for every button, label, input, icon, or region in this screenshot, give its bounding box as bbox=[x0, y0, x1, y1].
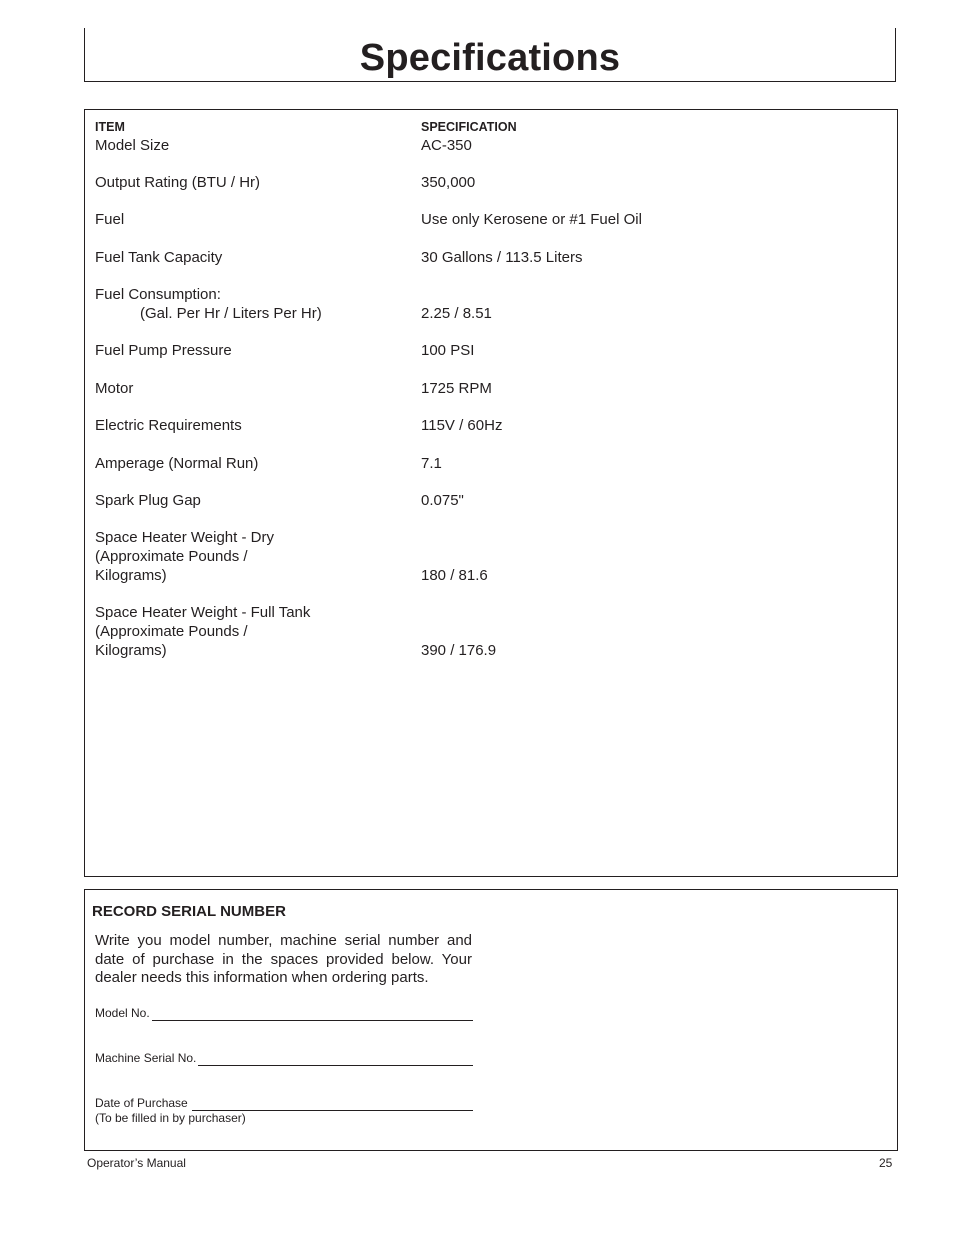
spec-row bbox=[85, 454, 897, 473]
spec-item-subline: (Gal. Per Hr / Liters Per Hr) bbox=[140, 305, 322, 322]
spec-item: Space Heater Weight - Dry bbox=[95, 529, 274, 546]
date-note: (To be filled in by purchaser) bbox=[95, 1111, 246, 1125]
page-title: Specifications bbox=[359, 37, 621, 79]
spec-row bbox=[85, 341, 897, 360]
title-box bbox=[84, 28, 896, 82]
date-of-purchase-blank[interactable] bbox=[192, 1099, 473, 1111]
spec-item: Amperage (Normal Run) bbox=[95, 455, 259, 472]
spec-value: 0.075" bbox=[421, 492, 464, 509]
spec-row bbox=[85, 416, 897, 435]
serial-number-blank[interactable] bbox=[198, 1054, 473, 1066]
item-column-header: ITEM bbox=[95, 120, 125, 134]
spec-item: Fuel bbox=[95, 211, 125, 228]
spec-value: 1725 RPM bbox=[421, 380, 492, 397]
serial-instructions: Write you model number, machine serial number and date of purchase in the spaces provided below. Your dealer needs this information when ordering parts. bbox=[95, 932, 472, 986]
footer-page-number: 25 bbox=[879, 1156, 893, 1170]
spec-item: Fuel Pump Pressure bbox=[95, 342, 232, 359]
spec-item: Space Heater Weight - Full Tank bbox=[95, 604, 311, 621]
model-number-blank[interactable] bbox=[152, 1009, 473, 1021]
date-of-purchase-field[interactable] bbox=[95, 1096, 473, 1111]
spec-item: Fuel Tank Capacity bbox=[95, 249, 223, 266]
spec-row bbox=[85, 248, 897, 267]
spec-value: Use only Kerosene or #1 Fuel Oil bbox=[421, 211, 642, 228]
spec-row bbox=[85, 379, 897, 398]
serial-section-title: RECORD SERIAL NUMBER bbox=[92, 903, 286, 920]
spec-row bbox=[85, 603, 897, 660]
spec-item-subline: (Approximate Pounds / bbox=[95, 623, 248, 640]
serial-number-label: Machine Serial No. bbox=[95, 1051, 197, 1065]
spec-item-subline: Kilograms) bbox=[95, 567, 167, 584]
specification-column-header: SPECIFICATION bbox=[421, 120, 517, 134]
spec-item-subline: Kilograms) bbox=[95, 642, 167, 659]
footer-manual-title: Operator’s Manual bbox=[87, 1156, 186, 1170]
spec-value: 390 / 176.9 bbox=[421, 642, 497, 659]
spec-item: Output Rating (BTU / Hr) bbox=[95, 174, 261, 191]
spec-item: Motor bbox=[95, 380, 134, 397]
spec-item: Model Size bbox=[95, 137, 170, 154]
spec-value: 350,000 bbox=[421, 174, 476, 191]
spec-row bbox=[85, 528, 897, 585]
spec-value: 180 / 81.6 bbox=[421, 567, 488, 584]
spec-value: 2.25 / 8.51 bbox=[421, 305, 492, 322]
date-of-purchase-label: Date of Purchase bbox=[95, 1096, 188, 1110]
spec-row bbox=[85, 173, 897, 192]
spec-item-subline: (Approximate Pounds / bbox=[95, 548, 248, 565]
spec-value: 100 PSI bbox=[421, 342, 475, 359]
spec-value: 115V / 60Hz bbox=[421, 417, 503, 434]
spec-row bbox=[85, 210, 897, 229]
spec-row bbox=[85, 136, 897, 155]
model-number-field[interactable] bbox=[95, 1006, 473, 1021]
serial-number-field[interactable] bbox=[95, 1051, 473, 1066]
spec-value: AC-350 bbox=[421, 137, 472, 154]
spec-row bbox=[85, 491, 897, 510]
spec-item: Electric Requirements bbox=[95, 417, 242, 434]
spec-value: 30 Gallons / 113.5 Liters bbox=[421, 249, 583, 266]
spec-item: Fuel Consumption: bbox=[95, 286, 221, 303]
spec-value: 7.1 bbox=[421, 455, 442, 472]
spec-row bbox=[85, 285, 897, 323]
specifications-table bbox=[84, 109, 898, 877]
model-number-label: Model No. bbox=[95, 1006, 150, 1020]
record-serial-number-box bbox=[84, 889, 898, 1151]
spec-item: Spark Plug Gap bbox=[95, 492, 201, 509]
